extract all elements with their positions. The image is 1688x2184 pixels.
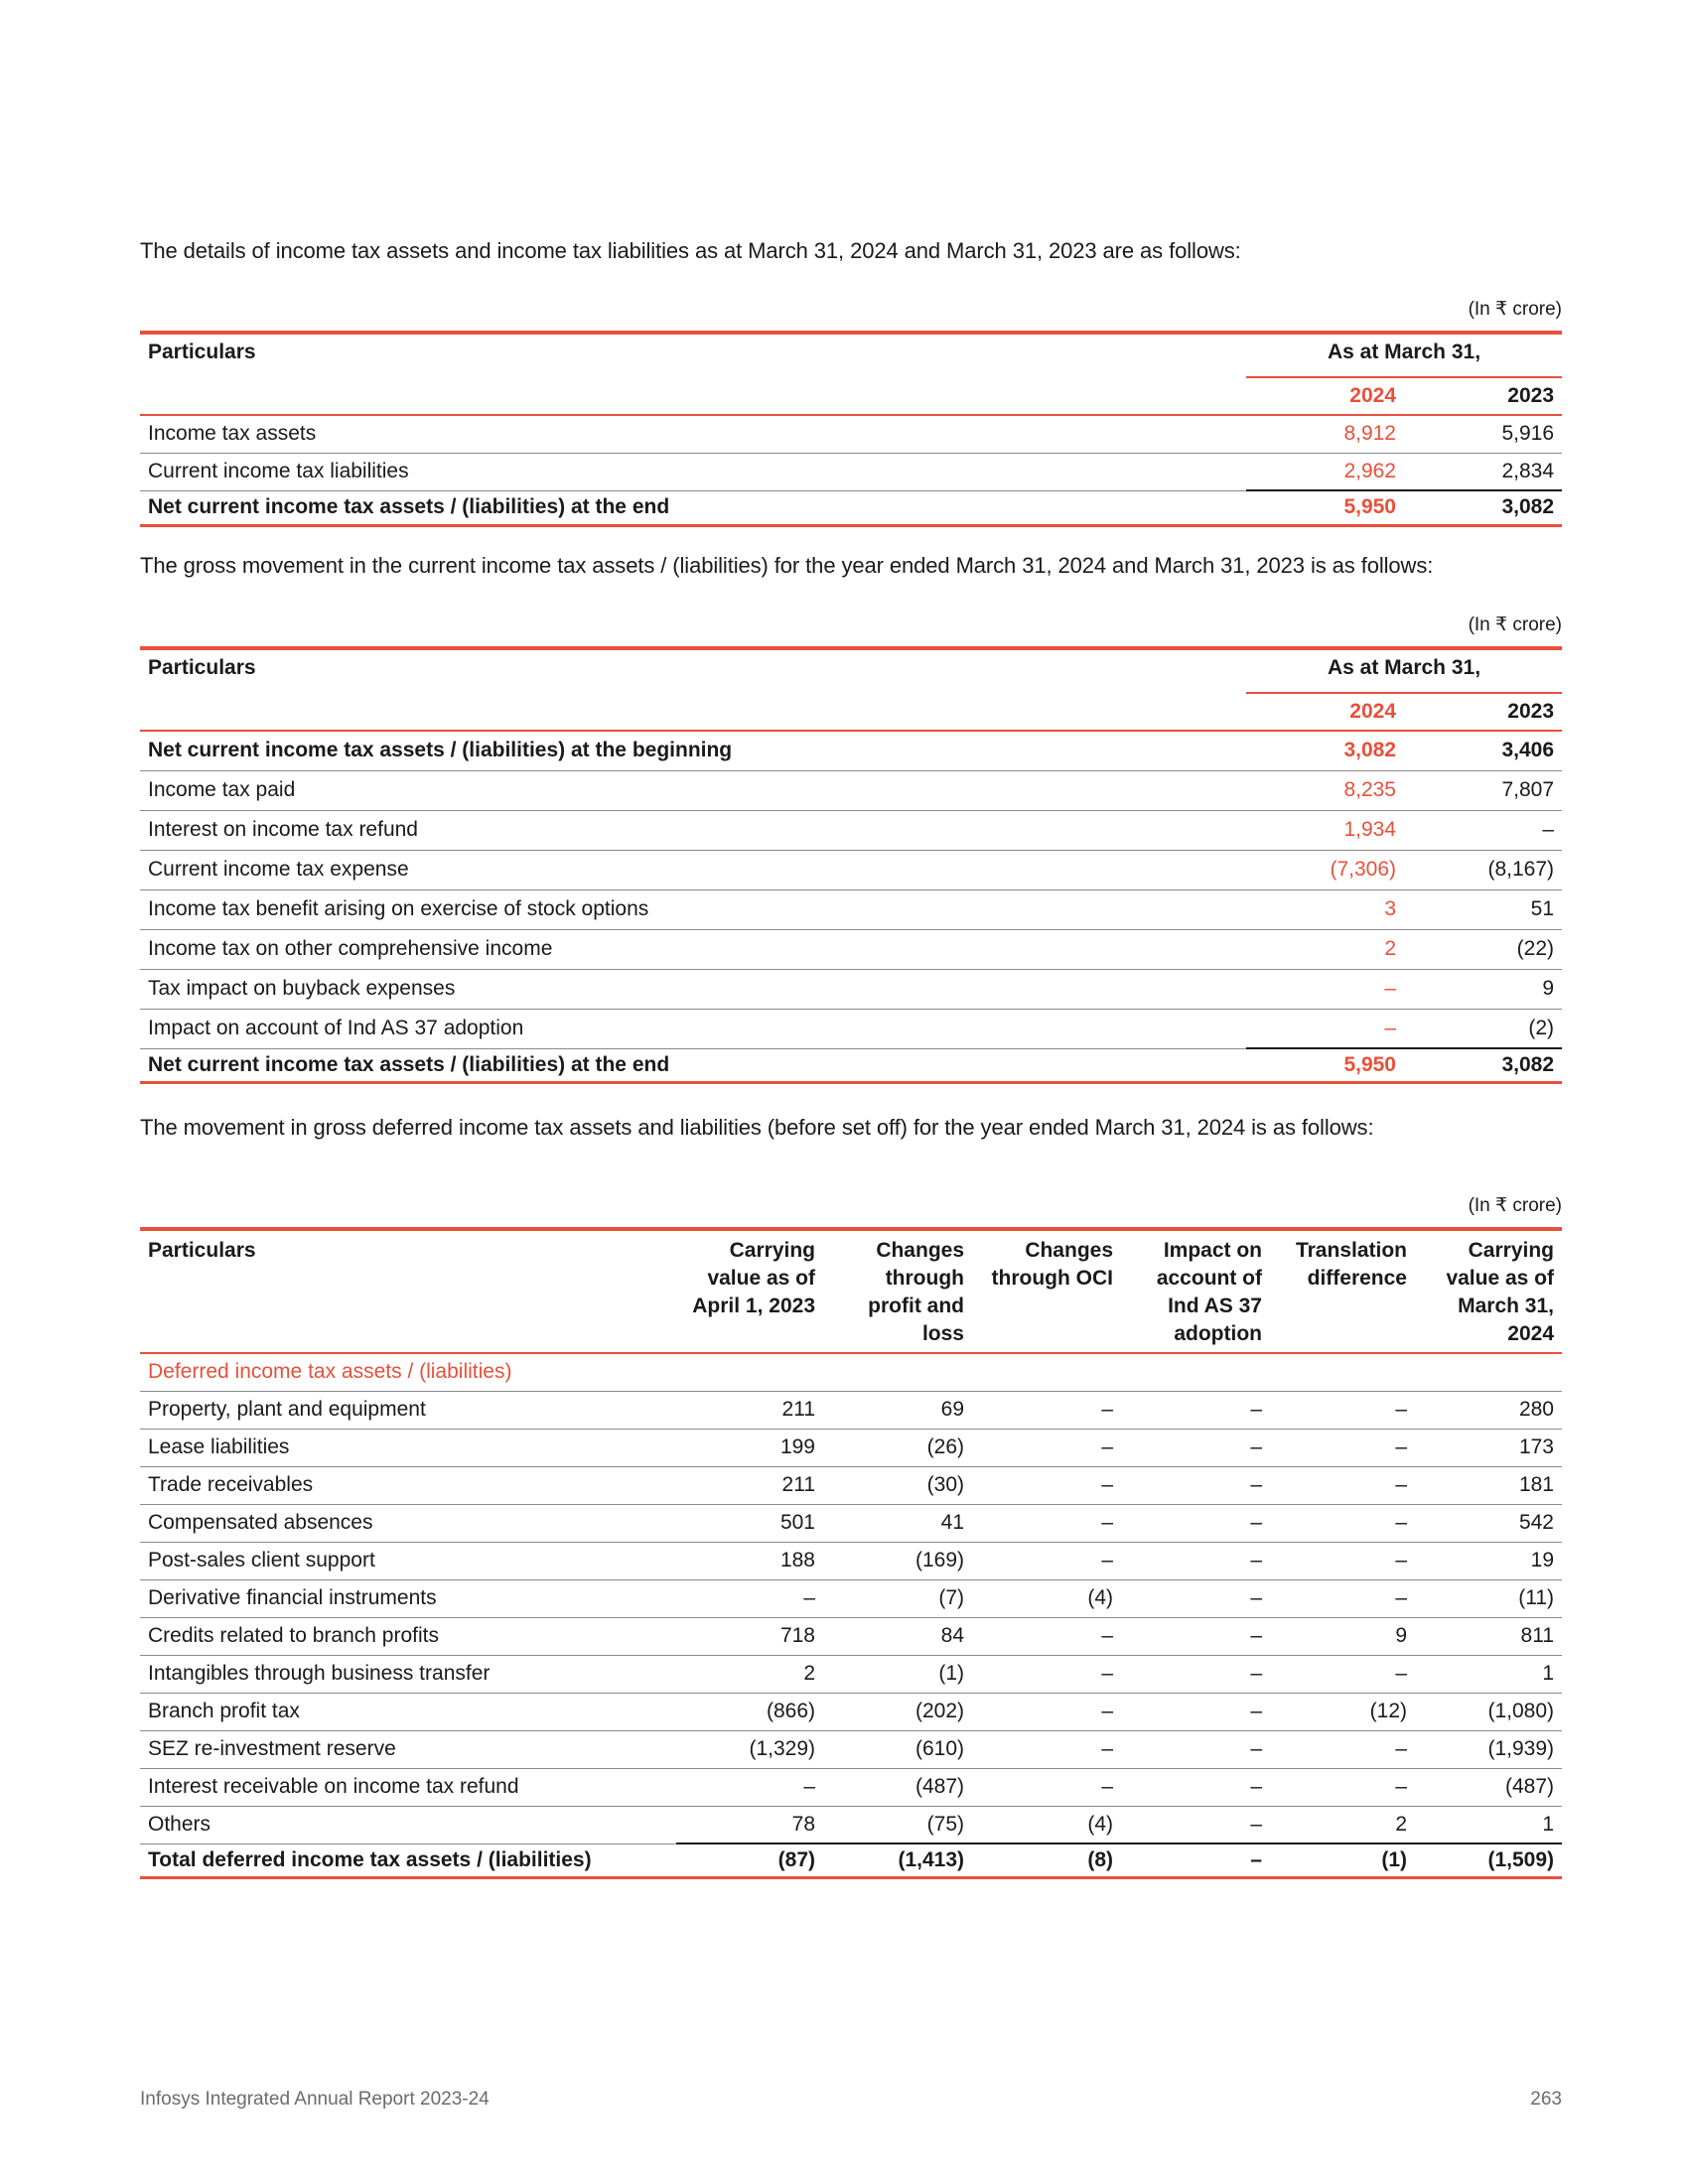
col-header-particulars: Particulars [140,648,1246,693]
row-label: Others [140,1806,676,1843]
value-2023: 51 [1404,889,1562,929]
row-value: 811 [1415,1617,1562,1655]
income-tax-assets-table [140,331,1562,527]
table-row [140,1009,1562,1048]
row-value: (7) [823,1579,972,1617]
value-2024: – [1246,969,1404,1009]
total-label: Net current income tax assets / (liabilities) at the end [140,1048,1246,1082]
row-value: (26) [823,1429,972,1466]
row-value: – [676,1579,823,1617]
value-2023: 2,834 [1404,453,1562,490]
row-value: – [1270,1504,1415,1542]
col-header-year-2024: 2024 [1246,377,1404,415]
unit-label-1: (In ₹ crore) [1468,299,1562,320]
total-2024: 5,950 [1246,1048,1404,1082]
row-value: (11) [1415,1579,1562,1617]
row-value: 2 [676,1655,823,1693]
page-number: 263 [1530,2089,1562,2110]
col-header-as-at: As at March 31, [1246,648,1562,693]
value-2024: – [1246,1009,1404,1048]
row-value: 501 [676,1504,823,1542]
table-row [140,453,1562,490]
row-value: – [1270,1768,1415,1806]
section-row [140,1353,1562,1391]
unit-label-3: (In ₹ crore) [1468,1195,1562,1216]
row-value: – [972,1693,1121,1730]
total-value: (87) [676,1843,823,1877]
row-value: 173 [1415,1429,1562,1466]
row-label: Income tax benefit arising on exercise of stock options [140,889,1246,929]
total-2024: 5,950 [1246,490,1404,525]
value-2023: (2) [1404,1009,1562,1048]
row-value: – [972,1542,1121,1579]
table-row [140,1806,1562,1843]
row-label: Income tax assets [140,415,1246,453]
value-2023: (22) [1404,929,1562,969]
row-label: SEZ re-investment reserve [140,1730,676,1768]
table-row [140,1655,1562,1693]
col-header-translation: Translation difference [1270,1229,1415,1353]
value-2024: (7,306) [1246,850,1404,889]
row-label: Branch profit tax [140,1693,676,1730]
row-value: 41 [823,1504,972,1542]
row-value: 19 [1415,1542,1562,1579]
row-value: 718 [676,1617,823,1655]
row-value: (169) [823,1542,972,1579]
value-2024: 2,962 [1246,453,1404,490]
row-label: Lease liabilities [140,1429,676,1466]
row-value: (1,080) [1415,1693,1562,1730]
table-row [140,810,1562,850]
row-value: 69 [823,1391,972,1429]
total-2023: 3,082 [1404,1048,1562,1082]
beginning-row [140,731,1562,770]
row-value: – [972,1730,1121,1768]
col-header-oci: Changes through OCI [972,1229,1121,1353]
row-value: – [1121,1466,1270,1504]
table-row [140,1504,1562,1542]
row-value: (4) [972,1806,1121,1843]
row-value: (4) [972,1579,1121,1617]
col-header-year-2023: 2023 [1404,377,1562,415]
row-value: 78 [676,1806,823,1843]
total-label: Net current income tax assets / (liabilities) at the end [140,490,1246,525]
row-value: (610) [823,1730,972,1768]
value-2023: – [1404,810,1562,850]
row-value: – [972,1504,1121,1542]
value-2024: 3 [1246,889,1404,929]
row-label: Net current income tax assets / (liabilities) at the beginning [140,731,1246,770]
table-row [140,770,1562,810]
col-header-as-at: As at March 31, [1246,333,1562,377]
row-value: 1 [1415,1806,1562,1843]
unit-label-2: (In ₹ crore) [1468,614,1562,635]
row-value: (30) [823,1466,972,1504]
row-label: Current income tax liabilities [140,453,1246,490]
table-row [140,1693,1562,1730]
row-value: – [1121,1693,1270,1730]
value-2024: 8,912 [1246,415,1404,453]
total-row [140,1843,1562,1877]
table-row [140,1542,1562,1579]
row-label: Post-sales client support [140,1542,676,1579]
table-row [140,969,1562,1009]
row-label: Interest receivable on income tax refund [140,1768,676,1806]
row-value: – [1121,1579,1270,1617]
row-value: – [676,1768,823,1806]
row-value: – [1121,1655,1270,1693]
value-2023: 7,807 [1404,770,1562,810]
tax-movement-table [140,646,1562,1084]
total-value: (1,509) [1415,1843,1562,1877]
intro-text-1: The details of income tax assets and income tax liabilities as at March 31, 2024 and March 31, 2023 are as follows: [140,238,1241,263]
row-value: 2 [1270,1806,1415,1843]
col-header-particulars: Particulars [140,1229,676,1353]
row-value: – [1270,1429,1415,1466]
table-row [140,1429,1562,1466]
row-value: 1 [1415,1655,1562,1693]
col-header-carrying-opening: Carrying value as of April 1, 2023 [676,1229,823,1353]
row-label: Impact on account of Ind AS 37 adoption [140,1009,1246,1048]
row-value: – [972,1429,1121,1466]
row-label: Income tax on other comprehensive income [140,929,1246,969]
row-value: 9 [1270,1617,1415,1655]
row-value: – [1121,1617,1270,1655]
row-value: – [972,1617,1121,1655]
row-value: – [1270,1542,1415,1579]
value-2024: 1,934 [1246,810,1404,850]
row-value: 211 [676,1466,823,1504]
table-row [140,1391,1562,1429]
row-value: (866) [676,1693,823,1730]
table-row [140,1466,1562,1504]
header-row [140,1229,1562,1353]
total-value: (8) [972,1843,1121,1877]
row-label: Intangibles through business transfer [140,1655,676,1693]
row-value: – [972,1391,1121,1429]
table-row [140,850,1562,889]
row-label: Derivative financial instruments [140,1579,676,1617]
col-header-particulars: Particulars [140,333,1246,377]
row-value: – [1121,1806,1270,1843]
row-value: (1,329) [676,1730,823,1768]
row-value: (1,939) [1415,1730,1562,1768]
total-value: (1) [1270,1843,1415,1877]
value-2023: (8,167) [1404,850,1562,889]
table-row [140,415,1562,453]
col-header-profit-loss: Changes through profit and loss [823,1229,972,1353]
value-2024: 3,082 [1246,731,1404,770]
value-2023: 9 [1404,969,1562,1009]
row-label: Trade receivables [140,1466,676,1504]
row-value: – [1270,1391,1415,1429]
deferred-tax-table [140,1227,1562,1879]
row-label: Property, plant and equipment [140,1391,676,1429]
row-value: 280 [1415,1391,1562,1429]
row-value: – [972,1655,1121,1693]
row-value: 211 [676,1391,823,1429]
row-value: (12) [1270,1693,1415,1730]
value-2024: 2 [1246,929,1404,969]
row-value: – [1270,1466,1415,1504]
total-row [140,1048,1562,1082]
row-value: (75) [823,1806,972,1843]
row-value: (487) [823,1768,972,1806]
footer-report-title: Infosys Integrated Annual Report 2023-24 [140,2089,490,2110]
row-value: – [1121,1504,1270,1542]
total-value: (1,413) [823,1843,972,1877]
row-label: Compensated absences [140,1504,676,1542]
row-value: – [1121,1391,1270,1429]
table-row [140,889,1562,929]
row-value: – [1270,1730,1415,1768]
table-row [140,1579,1562,1617]
row-value: 199 [676,1429,823,1466]
row-value: 84 [823,1617,972,1655]
total-row [140,490,1562,525]
col-header-year-2024: 2024 [1246,693,1404,731]
row-value: – [1121,1768,1270,1806]
row-value: 542 [1415,1504,1562,1542]
row-value: (487) [1415,1768,1562,1806]
row-value: – [972,1768,1121,1806]
row-label: Income tax paid [140,770,1246,810]
row-value: – [1270,1579,1415,1617]
table-row [140,1768,1562,1806]
table-row [140,1730,1562,1768]
row-label: Credits related to branch profits [140,1617,676,1655]
row-value: (1) [823,1655,972,1693]
row-value: – [1121,1542,1270,1579]
total-2023: 3,082 [1404,490,1562,525]
value-2023: 5,916 [1404,415,1562,453]
intro-text-2: The gross movement in the current income tax assets / (liabilities) for the year ended March 31, 2024 and March 31, 2023 is as follows: [140,553,1434,578]
row-value: 188 [676,1542,823,1579]
value-2024: 8,235 [1246,770,1404,810]
col-header-year-2023: 2023 [1404,693,1562,731]
row-value: – [972,1466,1121,1504]
col-header-ind-as-37: Impact on account of Ind AS 37 adoption [1121,1229,1270,1353]
table-row [140,929,1562,969]
row-label: Current income tax expense [140,850,1246,889]
total-label: Total deferred income tax assets / (liabilities) [140,1843,676,1877]
section-label: Deferred income tax assets / (liabilities) [140,1353,1562,1391]
table-row [140,1617,1562,1655]
row-label: Tax impact on buyback expenses [140,969,1246,1009]
col-header-carrying-closing: Carrying value as of March 31, 2024 [1415,1229,1562,1353]
row-value: (202) [823,1693,972,1730]
intro-text-3: The movement in gross deferred income tax assets and liabilities (before set off) for the year ended March 31, 2024 is as follows: [140,1115,1374,1140]
row-value: – [1121,1429,1270,1466]
row-value: – [1270,1655,1415,1693]
total-value: – [1121,1843,1270,1877]
row-label: Interest on income tax refund [140,810,1246,850]
value-2023: 3,406 [1404,731,1562,770]
row-value: – [1121,1730,1270,1768]
row-value: 181 [1415,1466,1562,1504]
